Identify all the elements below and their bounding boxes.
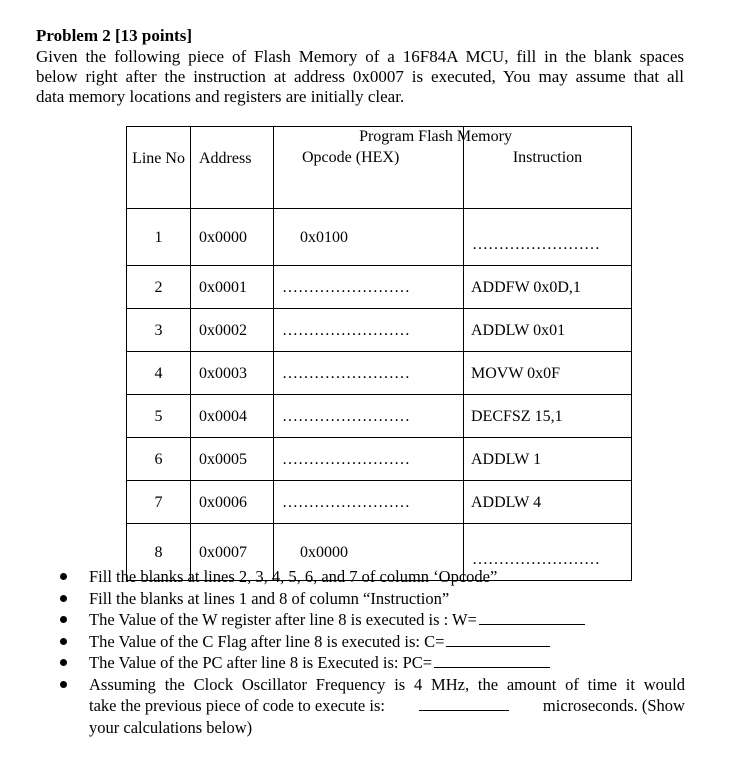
row-opcode-blank[interactable]: ……………………: [274, 438, 464, 481]
task-time-prompt: take the previous piece of code to execute is:: [89, 696, 385, 715]
list-item: [55, 674, 685, 739]
row-address: 0x0001: [191, 266, 274, 309]
row-line-number: 6: [127, 438, 191, 481]
task-c-flag: The Value of the C Flag after line 8 is executed is: C=: [89, 631, 445, 651]
row-line-number: 5: [127, 395, 191, 438]
intro-line-3: data memory locations and registers are initially clear.: [36, 87, 405, 106]
row-line-number: 3: [127, 309, 191, 352]
header-program-flash-memory: Program Flash Memory: [359, 128, 512, 145]
row-opcode: 0x0100: [274, 209, 464, 266]
row-opcode-blank[interactable]: ……………………: [274, 395, 464, 438]
row-opcode-blank[interactable]: ……………………: [274, 481, 464, 524]
table-row: [127, 309, 632, 352]
problem-title: Problem 2 [13 points]: [36, 26, 192, 45]
row-instruction: DECFSZ 15,1: [464, 395, 632, 438]
row-line-number: 7: [127, 481, 191, 524]
pc-answer-blank[interactable]: [434, 653, 550, 668]
list-item: [55, 588, 685, 610]
row-instruction: ADDLW 4: [464, 481, 632, 524]
task-fill-opcode: Fill the blanks at lines 2, 3, 4, 5, 6, and 7 of column ‘Opcode”: [89, 567, 498, 586]
row-line-number: 4: [127, 352, 191, 395]
table-header-row: [127, 127, 632, 209]
row-opcode-blank[interactable]: ……………………: [274, 352, 464, 395]
row-line-number: 2: [127, 266, 191, 309]
list-item: [55, 609, 685, 631]
row-address: 0x0006: [191, 481, 274, 524]
c-answer-blank[interactable]: [446, 632, 550, 647]
row-instruction: ADDLW 0x01: [464, 309, 632, 352]
time-answer-blank[interactable]: [419, 696, 509, 711]
row-instruction: MOVW 0x0F: [464, 352, 632, 395]
w-answer-blank[interactable]: [479, 610, 585, 625]
list-item: [55, 566, 685, 588]
row-address: 0x0000: [191, 209, 274, 266]
row-address: 0x0005: [191, 438, 274, 481]
row-opcode-blank[interactable]: ……………………: [274, 309, 464, 352]
table-row: [127, 209, 632, 266]
row-instruction-blank[interactable]: ……………………: [464, 524, 632, 581]
row-address: 0x0007: [191, 524, 274, 581]
row-instruction: ADDFW 0x0D,1: [464, 266, 632, 309]
task-time-line3: your calculations below): [89, 717, 253, 737]
table-row: [127, 481, 632, 524]
list-item: [55, 652, 685, 674]
task-w-register: The Value of the W register after line 8 is executed is : W=: [89, 610, 477, 629]
header-opcode: Opcode (HEX): [302, 149, 400, 166]
row-opcode: 0x0000: [274, 524, 464, 581]
row-line-number: 8: [127, 524, 191, 581]
header-opcode-cell: [274, 127, 512, 209]
task-fill-instruction: Fill the blanks at lines 1 and 8 of column “Instruction”: [89, 588, 450, 608]
table-row: [127, 352, 632, 395]
row-opcode-blank[interactable]: ……………………: [274, 266, 464, 309]
row-line-number: 1: [127, 209, 191, 266]
intro-line-1: Given the following piece of Flash Memory of a 16F84A MCU, fill in the blank spaces: [36, 47, 684, 66]
task-time-line1: Assuming the Clock Oscillator Frequency is 4 MHz, the amount of time it would: [89, 674, 685, 694]
task-time-line2: [89, 695, 685, 717]
row-address: 0x0002: [191, 309, 274, 352]
row-address: 0x0004: [191, 395, 274, 438]
header-instruction: Instruction: [464, 127, 632, 209]
row-instruction: ADDLW 1: [464, 438, 632, 481]
intro-line-2: below right after the instruction at address 0x0007 is executed, You may assume that all: [36, 67, 684, 86]
header-line-no: Line No: [127, 127, 191, 209]
task-time-unit: microseconds. (Show: [542, 696, 685, 715]
problem-intro: [36, 47, 684, 107]
table-row: [127, 266, 632, 309]
table-row: [127, 438, 632, 481]
task-list: [55, 566, 685, 738]
row-address: 0x0003: [191, 352, 274, 395]
task-pc: The Value of the PC after line 8 is Executed is: PC=: [89, 653, 433, 672]
row-instruction-blank[interactable]: ……………………: [464, 209, 632, 266]
header-address: Address: [191, 127, 274, 209]
table-row: [127, 395, 632, 438]
flash-memory-table: [126, 126, 632, 581]
list-item: [55, 631, 685, 653]
